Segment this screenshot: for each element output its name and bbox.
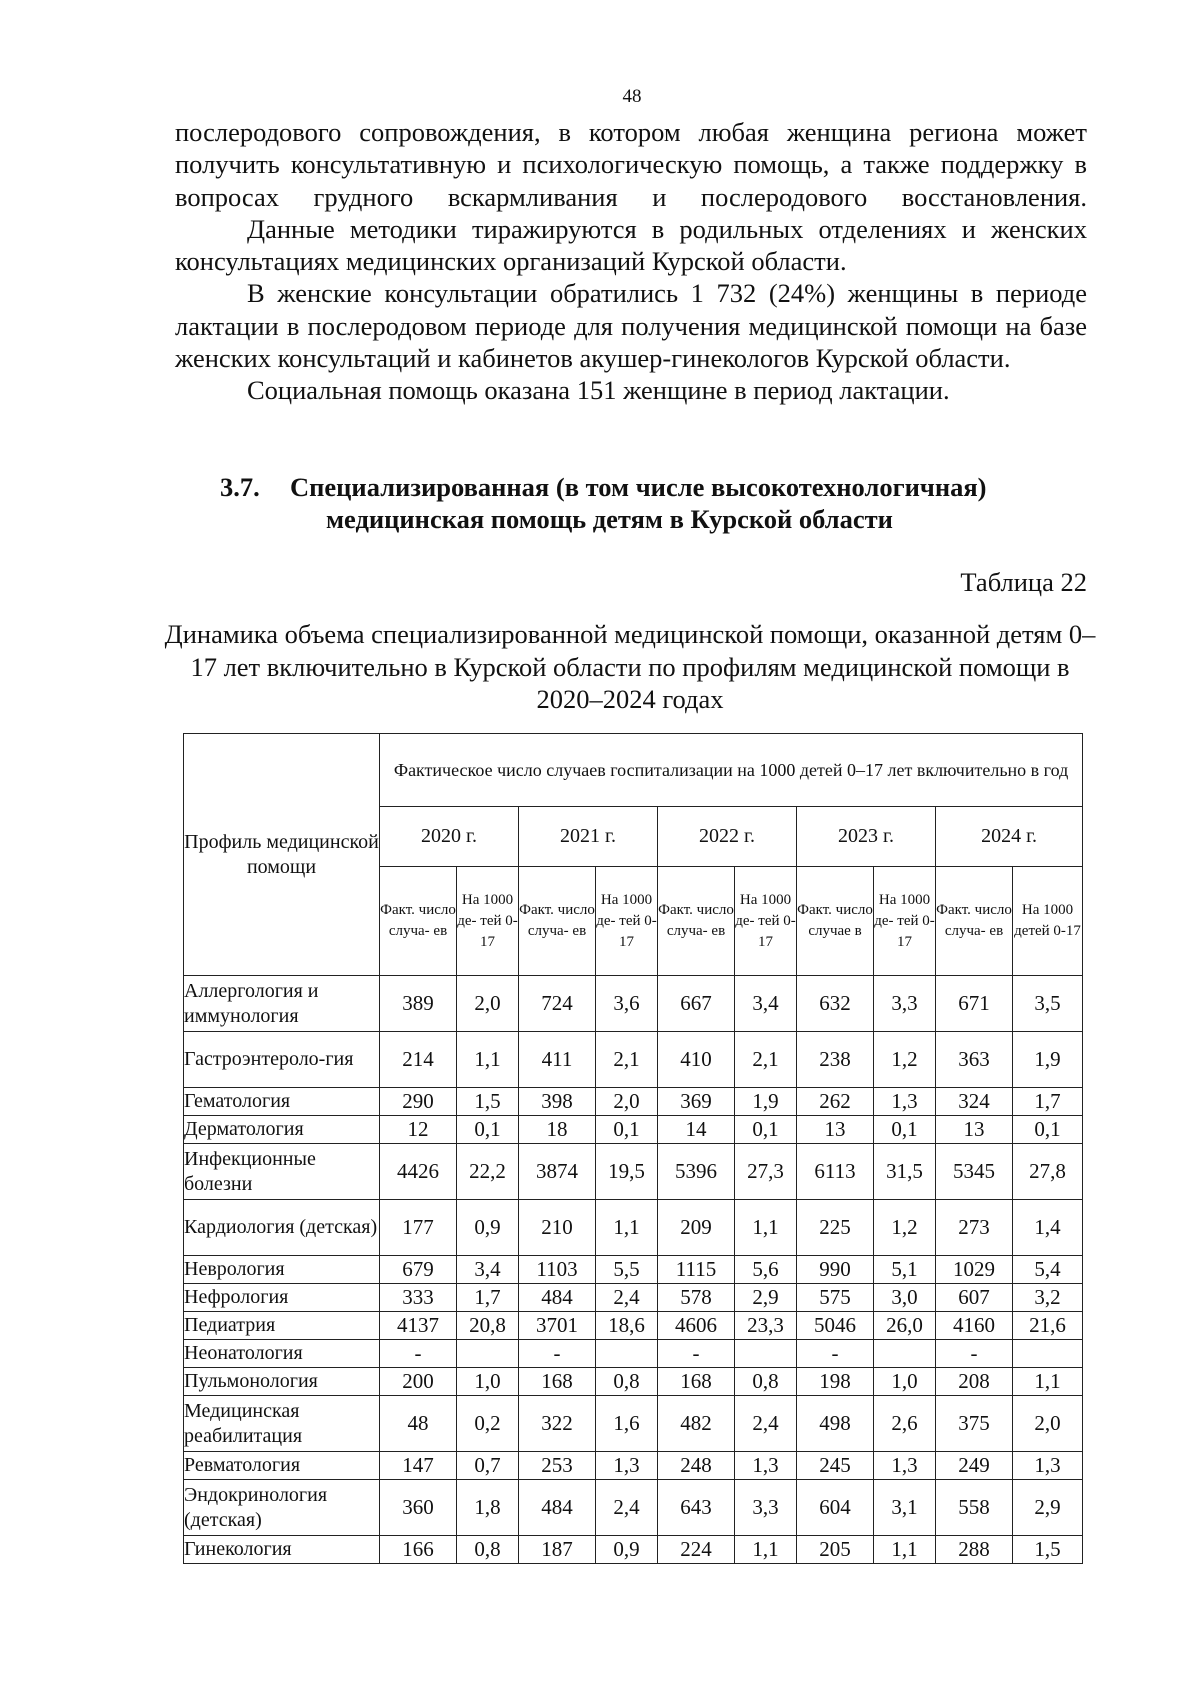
profile-name-cell: Эндокринология (детская) — [184, 1480, 380, 1536]
table-row — [184, 1452, 1083, 1480]
value-cell: 288 — [936, 1536, 1013, 1564]
value-cell: 1,5 — [1013, 1536, 1083, 1564]
value-cell: 1,0 — [874, 1368, 936, 1396]
profile-name-cell: Аллергология и иммунология — [184, 976, 380, 1032]
value-cell: 1,3 — [735, 1452, 797, 1480]
year-header: 2023 г. — [797, 807, 936, 867]
value-cell: 5,6 — [735, 1256, 797, 1284]
value-cell: 1,1 — [457, 1032, 519, 1088]
value-cell: 1,5 — [457, 1088, 519, 1116]
value-cell: 2,9 — [1013, 1480, 1083, 1536]
value-cell: 18,6 — [596, 1312, 658, 1340]
value-cell: 27,3 — [735, 1144, 797, 1200]
value-cell: 3,6 — [596, 976, 658, 1032]
table-body — [184, 976, 1083, 1564]
value-cell: 238 — [797, 1032, 874, 1088]
table-row — [184, 1480, 1083, 1536]
value-cell: 2,0 — [457, 976, 519, 1032]
profile-name-cell: Инфекционные болезни — [184, 1144, 380, 1200]
value-cell: 3,0 — [874, 1284, 936, 1312]
table-row — [184, 1340, 1083, 1368]
value-cell: 200 — [380, 1368, 457, 1396]
value-cell: - — [658, 1340, 735, 1368]
sub-header-cases: Факт. число случа- ев — [380, 867, 457, 976]
table-row — [184, 1088, 1083, 1116]
value-cell: 369 — [658, 1088, 735, 1116]
value-cell: 205 — [797, 1536, 874, 1564]
table-row — [184, 1536, 1083, 1564]
value-cell: 410 — [658, 1032, 735, 1088]
profile-name-cell: Неонатология — [184, 1340, 380, 1368]
table-row — [184, 1368, 1083, 1396]
value-cell: 1103 — [519, 1256, 596, 1284]
value-cell: 0,8 — [596, 1368, 658, 1396]
value-cell: 26,0 — [874, 1312, 936, 1340]
value-cell: 1,7 — [1013, 1088, 1083, 1116]
table-row — [184, 1116, 1083, 1144]
profile-name-cell: Гинекология — [184, 1536, 380, 1564]
value-cell: 4137 — [380, 1312, 457, 1340]
value-cell: 5345 — [936, 1144, 1013, 1200]
value-cell: 0,1 — [735, 1116, 797, 1144]
value-cell: 1,2 — [874, 1032, 936, 1088]
value-cell: 1,1 — [596, 1200, 658, 1256]
value-cell: 6113 — [797, 1144, 874, 1200]
profile-name-cell: Нефрология — [184, 1284, 380, 1312]
value-cell: 12 — [380, 1116, 457, 1144]
table-label: Таблица 22 — [960, 567, 1087, 597]
value-cell: 2,0 — [1013, 1396, 1083, 1452]
value-cell: 484 — [519, 1480, 596, 1536]
year-header: 2022 г. — [658, 807, 797, 867]
value-cell: 177 — [380, 1200, 457, 1256]
value-cell: 3874 — [519, 1144, 596, 1200]
value-cell: 0,1 — [457, 1116, 519, 1144]
value-cell: 0,1 — [1013, 1116, 1083, 1144]
value-cell — [874, 1340, 936, 1368]
value-cell: 0,1 — [874, 1116, 936, 1144]
sub-header-cases: Факт. число случа- ев — [936, 867, 1013, 976]
value-cell: 1,6 — [596, 1396, 658, 1452]
value-cell: 990 — [797, 1256, 874, 1284]
sub-header-per-1000: На 1000 детей 0-17 — [1013, 867, 1083, 976]
value-cell: 1029 — [936, 1256, 1013, 1284]
body-text — [175, 116, 1087, 407]
value-cell: 0,8 — [735, 1368, 797, 1396]
value-cell: 0,7 — [457, 1452, 519, 1480]
profile-name-cell: Неврология — [184, 1256, 380, 1284]
value-cell: 1,3 — [596, 1452, 658, 1480]
paragraph-2: Данные методики тиражируются в родильных отделениях и женских консультациях медицинских организаций Курской области. — [175, 213, 1087, 277]
value-cell: 249 — [936, 1452, 1013, 1480]
sub-header-cases: Факт. число случа- ев — [519, 867, 596, 976]
value-cell: 3,3 — [874, 976, 936, 1032]
value-cell: 2,4 — [596, 1284, 658, 1312]
profile-name-cell: Кардиология (детская) — [184, 1200, 380, 1256]
value-cell: 19,5 — [596, 1144, 658, 1200]
value-cell — [457, 1340, 519, 1368]
value-cell: 398 — [519, 1088, 596, 1116]
value-cell: 4606 — [658, 1312, 735, 1340]
value-cell: - — [519, 1340, 596, 1368]
value-cell: 724 — [519, 976, 596, 1032]
value-cell: 3,1 — [874, 1480, 936, 1536]
value-cell: 2,1 — [596, 1032, 658, 1088]
value-cell: 389 — [380, 976, 457, 1032]
value-cell: 21,6 — [1013, 1312, 1083, 1340]
value-cell: - — [380, 1340, 457, 1368]
value-cell: 363 — [936, 1032, 1013, 1088]
value-cell: 607 — [936, 1284, 1013, 1312]
value-cell: 1,0 — [457, 1368, 519, 1396]
value-cell: 2,0 — [596, 1088, 658, 1116]
value-cell: 290 — [380, 1088, 457, 1116]
section-title-line-1: Специализированная (в том числе высокотехнологичная) — [290, 472, 987, 502]
profile-name-cell: Медицинская реабилитация — [184, 1396, 380, 1452]
value-cell: 3,2 — [1013, 1284, 1083, 1312]
value-cell: 3,4 — [457, 1256, 519, 1284]
table-row — [184, 1312, 1083, 1340]
year-header: 2020 г. — [380, 807, 519, 867]
value-cell: 13 — [797, 1116, 874, 1144]
value-cell: 0,1 — [596, 1116, 658, 1144]
year-header: 2024 г. — [936, 807, 1083, 867]
value-cell: 484 — [519, 1284, 596, 1312]
table-row — [184, 976, 1083, 1032]
value-cell: 558 — [936, 1480, 1013, 1536]
value-cell — [735, 1340, 797, 1368]
value-cell: 209 — [658, 1200, 735, 1256]
value-cell: 14 — [658, 1116, 735, 1144]
value-cell: 23,3 — [735, 1312, 797, 1340]
value-cell: 225 — [797, 1200, 874, 1256]
profile-name-cell: Ревматология — [184, 1452, 380, 1480]
profile-header: Профиль медицинской помощи — [184, 734, 380, 976]
data-table — [183, 733, 1083, 1564]
value-cell: 1,7 — [457, 1284, 519, 1312]
value-cell: 245 — [797, 1452, 874, 1480]
value-cell: 262 — [797, 1088, 874, 1116]
value-cell: 360 — [380, 1480, 457, 1536]
value-cell: 13 — [936, 1116, 1013, 1144]
value-cell: 168 — [658, 1368, 735, 1396]
value-cell: 18 — [519, 1116, 596, 1144]
value-cell: 411 — [519, 1032, 596, 1088]
value-cell: 2,4 — [735, 1396, 797, 1452]
table-row — [184, 1144, 1083, 1200]
value-cell: 5046 — [797, 1312, 874, 1340]
value-cell: 248 — [658, 1452, 735, 1480]
value-cell: 166 — [380, 1536, 457, 1564]
value-cell: 333 — [380, 1284, 457, 1312]
value-cell: 1,9 — [735, 1088, 797, 1116]
value-cell: 20,8 — [457, 1312, 519, 1340]
table-row — [184, 1284, 1083, 1312]
value-cell: 1,9 — [1013, 1032, 1083, 1088]
value-cell: 208 — [936, 1368, 1013, 1396]
sub-header-per-1000: На 1000 де- тей 0-17 — [874, 867, 936, 976]
paragraph-1: послеродового сопровождения, в котором любая женщина региона может получить консультативную и психологическую помощь, а также поддержку в вопросах грудного вскармливания и послеродового восстановления. — [175, 117, 1087, 212]
value-cell — [596, 1340, 658, 1368]
value-cell: 3,4 — [735, 976, 797, 1032]
value-cell: 643 — [658, 1480, 735, 1536]
value-cell: 0,9 — [457, 1200, 519, 1256]
value-cell: 0,8 — [457, 1536, 519, 1564]
value-cell: 632 — [797, 976, 874, 1032]
sub-header-per-1000: На 1000 де- тей 0-17 — [596, 867, 658, 976]
value-cell: 324 — [936, 1088, 1013, 1116]
value-cell: 2,1 — [735, 1032, 797, 1088]
value-cell: 1,1 — [1013, 1368, 1083, 1396]
value-cell: 679 — [380, 1256, 457, 1284]
value-cell: 578 — [658, 1284, 735, 1312]
table-row — [184, 1200, 1083, 1256]
sub-header-cases: Факт. число случае в — [797, 867, 874, 976]
value-cell: 1,4 — [1013, 1200, 1083, 1256]
value-cell: 2,6 — [874, 1396, 936, 1452]
page-number: 48 — [622, 86, 642, 107]
value-cell: 224 — [658, 1536, 735, 1564]
value-cell: 1,1 — [735, 1536, 797, 1564]
sub-header-per-1000: На 1000 де- тей 0-17 — [735, 867, 797, 976]
value-cell: 273 — [936, 1200, 1013, 1256]
value-cell: 1,1 — [735, 1200, 797, 1256]
value-cell: 671 — [936, 976, 1013, 1032]
value-cell: 5,1 — [874, 1256, 936, 1284]
value-cell: 3,3 — [735, 1480, 797, 1536]
section-title-line-2: медицинская помощь детям в Курской области — [326, 504, 893, 534]
value-cell: 22,2 — [457, 1144, 519, 1200]
value-cell: 214 — [380, 1032, 457, 1088]
table-row — [184, 1032, 1083, 1088]
value-cell: 375 — [936, 1396, 1013, 1452]
value-cell: - — [936, 1340, 1013, 1368]
value-cell: - — [797, 1340, 874, 1368]
table-row — [184, 1256, 1083, 1284]
value-cell: 498 — [797, 1396, 874, 1452]
value-cell: 2,4 — [596, 1480, 658, 1536]
value-cell: 1,3 — [874, 1088, 936, 1116]
value-cell: 5,4 — [1013, 1256, 1083, 1284]
profile-name-cell: Гастроэнтероло-гия — [184, 1032, 380, 1088]
value-cell: 253 — [519, 1452, 596, 1480]
value-cell: 198 — [797, 1368, 874, 1396]
value-cell: 604 — [797, 1480, 874, 1536]
value-cell: 0,9 — [596, 1536, 658, 1564]
value-cell: 322 — [519, 1396, 596, 1452]
section-number: 3.7. — [220, 472, 260, 502]
profile-name-cell: Пульмонология — [184, 1368, 380, 1396]
value-cell: 5,5 — [596, 1256, 658, 1284]
value-cell: 4160 — [936, 1312, 1013, 1340]
value-cell: 667 — [658, 976, 735, 1032]
value-cell: 1,1 — [874, 1536, 936, 1564]
value-cell: 27,8 — [1013, 1144, 1083, 1200]
value-cell: 0,2 — [457, 1396, 519, 1452]
value-cell: 5396 — [658, 1144, 735, 1200]
value-cell: 4426 — [380, 1144, 457, 1200]
value-cell — [1013, 1340, 1083, 1368]
year-header: 2021 г. — [519, 807, 658, 867]
profile-name-cell: Дерматология — [184, 1116, 380, 1144]
value-cell: 187 — [519, 1536, 596, 1564]
value-cell: 168 — [519, 1368, 596, 1396]
value-cell: 1,3 — [874, 1452, 936, 1480]
value-cell: 482 — [658, 1396, 735, 1452]
sub-header-per-1000: На 1000 де- тей 0-17 — [457, 867, 519, 976]
table-row — [184, 1396, 1083, 1452]
value-cell: 1,8 — [457, 1480, 519, 1536]
value-cell: 31,5 — [874, 1144, 936, 1200]
profile-name-cell: Педиатрия — [184, 1312, 380, 1340]
paragraph-3: В женские консультации обратились 1 732 (24%) женщины в периоде лактации в послеродовом периоде для получения медицинской помощи на базе женских консультаций и кабинетов акушер-гинекологов Курской области. — [175, 278, 1087, 374]
value-cell: 2,9 — [735, 1284, 797, 1312]
table-caption: Динамика объема специализированной медицинской помощи, оказанной детям 0–17 лет включительно в Курской области по профилям медицинской помощи в 2020–2024 годах — [164, 619, 1096, 714]
value-cell: 210 — [519, 1200, 596, 1256]
value-cell: 147 — [380, 1452, 457, 1480]
value-cell: 1,2 — [874, 1200, 936, 1256]
sub-header-cases: Факт. число случа- ев — [658, 867, 735, 976]
paragraph-4: Социальная помощь оказана 151 женщине в период лактации. — [247, 375, 950, 406]
value-cell: 1115 — [658, 1256, 735, 1284]
value-cell: 48 — [380, 1396, 457, 1452]
value-cell: 3701 — [519, 1312, 596, 1340]
value-cell: 1,3 — [1013, 1452, 1083, 1480]
value-cell: 575 — [797, 1284, 874, 1312]
value-cell: 3,5 — [1013, 976, 1083, 1032]
profile-name-cell: Гематология — [184, 1088, 380, 1116]
group-header: Фактическое число случаев госпитализации на 1000 детей 0–17 лет включительно в год — [380, 734, 1083, 807]
